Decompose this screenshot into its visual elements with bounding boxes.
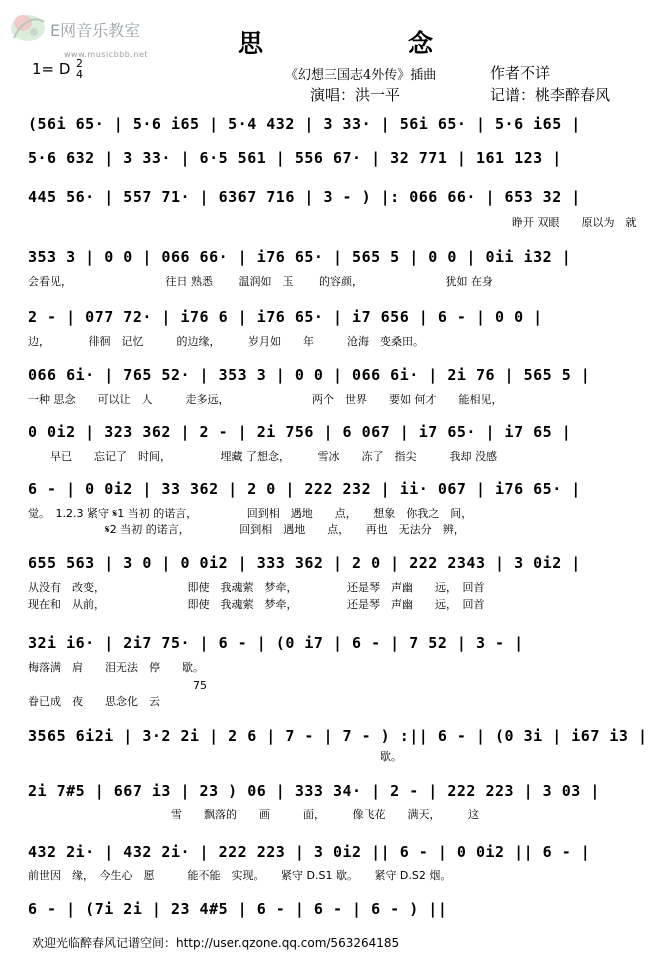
score-row: 6 - | (7i 2i | 23 4#5 | 6 - | 6 - | 6 - ) || <box>28 900 448 918</box>
lyric-line: 歇。 <box>28 750 402 763</box>
score-row: (56i 65· | 5·6 i65 | 5·4 432 | 3 33· | 56i 65· | 5·6 i65 | <box>28 115 581 133</box>
lyric-line: 前世因 缘， 今生心 愿 能不能 实现。 紧守 D.S1 歇。 紧守 D.S2 烟。 <box>28 869 452 882</box>
lyric-line: 雪 飘落的 画 面， 像飞花 满天， 这 <box>28 808 479 821</box>
score-row: 6 - | 0 0i2 | 33 362 | 2 0 | 222 232 | ii· 067 | i76 65· | <box>28 480 581 498</box>
singer: 演唱：洪一平 <box>310 86 401 104</box>
lyric-line: 边， 徘徊 记忆 的边缘， 岁月如 年 沧海 变桑田。 <box>28 335 424 348</box>
lyric-line: 早已 忘记了 时间， 埋藏 了想念， 雪冰 冻了 指尖 我却 没感 <box>28 450 497 463</box>
score-row: 5·6 632 | 3 33· | 6·5 561 | 556 67· | 32 771 | 161 123 | <box>28 149 562 167</box>
lyric-line: 一种 思念 可以让 人 走多远， 两个 世界 要如 何才 能相见， <box>28 393 503 406</box>
score-row: 353 3 | 0 0 | 066 66· | i76 65· | 565 5 | 0 0 | 0ii i32 | <box>28 248 572 266</box>
footer-credit: 欢迎光临醉春风记谱空间：http://user.qzone.qq.com/563264185 <box>32 936 400 950</box>
lyric-line: 75 <box>28 679 207 692</box>
lyric-line: 现在和 从前， 即使 我魂萦 梦牵， 还是琴 声幽 远， 回首 <box>28 598 485 611</box>
logo-url: www.musicbbb.net <box>64 50 148 59</box>
score-row: 2 - | 077 72· | i76 6 | i76 65· | i7 656 | 6 - | 0 0 | <box>28 308 543 326</box>
lyric-line: 从没有 改变， 即使 我魂萦 梦牵， 还是琴 声幽 远， 回首 <box>28 581 485 594</box>
score-row: 655 563 | 3 0 | 0 0i2 | 333 362 | 2 0 | 222 2343 | 3 0i2 | <box>28 554 581 572</box>
lyric-line: 梅落满 肩 泪无法 停 歇。 <box>28 661 204 674</box>
score-row: 0 0i2 | 323 362 | 2 - | 2i 756 | 6 067 | i7 65· | i7 65 | <box>28 423 572 441</box>
song-title: 思 念 <box>237 29 493 58</box>
logo-text: E网音乐教室 <box>50 21 141 40</box>
time-signature <box>76 58 83 80</box>
lyric-line: 觉。 1.2.3 紧守 𝄋1 当初 的诺言， 回到相 遇地 点， 想象 你我之 间， <box>28 507 473 520</box>
score-row: 3565 6i2i | 3·2 2i | 2 6 | 7 - | 7 - ) :|| 6 - | (0 3i | i67 i3 | <box>28 727 648 745</box>
score-row: 432 2i· | 432 2i· | 222 223 | 3 0i2 || 6 - | 0 0i2 || 6 - | <box>28 843 591 861</box>
score-row: 066 6i· | 765 52· | 353 3 | 0 0 | 066 6i· | 2i 76 | 565 5 | <box>28 366 591 384</box>
score-row: 32i i6· | 2i7 75· | 6 - | (0 i7 | 6 - | 7 52 | 3 - | <box>28 634 524 652</box>
lyric-line: 𝄋2 当初 的诺言， 回到相 遇地 点， 再也 无法分 辨， <box>28 523 465 536</box>
lyric-line: 眷已成 夜 思念化 云 <box>28 695 160 708</box>
composer: 作者不详 <box>490 64 551 82</box>
song-subtitle: 《幻想三国志4外传》插曲 <box>285 68 437 83</box>
key-signature: 1= D <box>32 60 71 78</box>
notator: 记谱：桃李醉春风 <box>490 86 611 104</box>
time-signature-bottom: 4 <box>76 68 83 81</box>
lyric-line: 会看见， 往日 熟悉 温润如 玉 的容颜， 犹如 在身 <box>28 275 493 288</box>
score-row: 445 56· | 557 71· | 6367 716 | 3 - ) |: 066 66· | 653 32 | <box>28 188 581 206</box>
lyric-line: 睁开 双眼 原以为 就 <box>28 216 637 229</box>
score-row: 2i 7#5 | 667 i3 | 23 ) 06 | 333 34· | 2 - | 222 223 | 3 03 | <box>28 782 600 800</box>
time-signature-top: 2 <box>76 57 83 70</box>
